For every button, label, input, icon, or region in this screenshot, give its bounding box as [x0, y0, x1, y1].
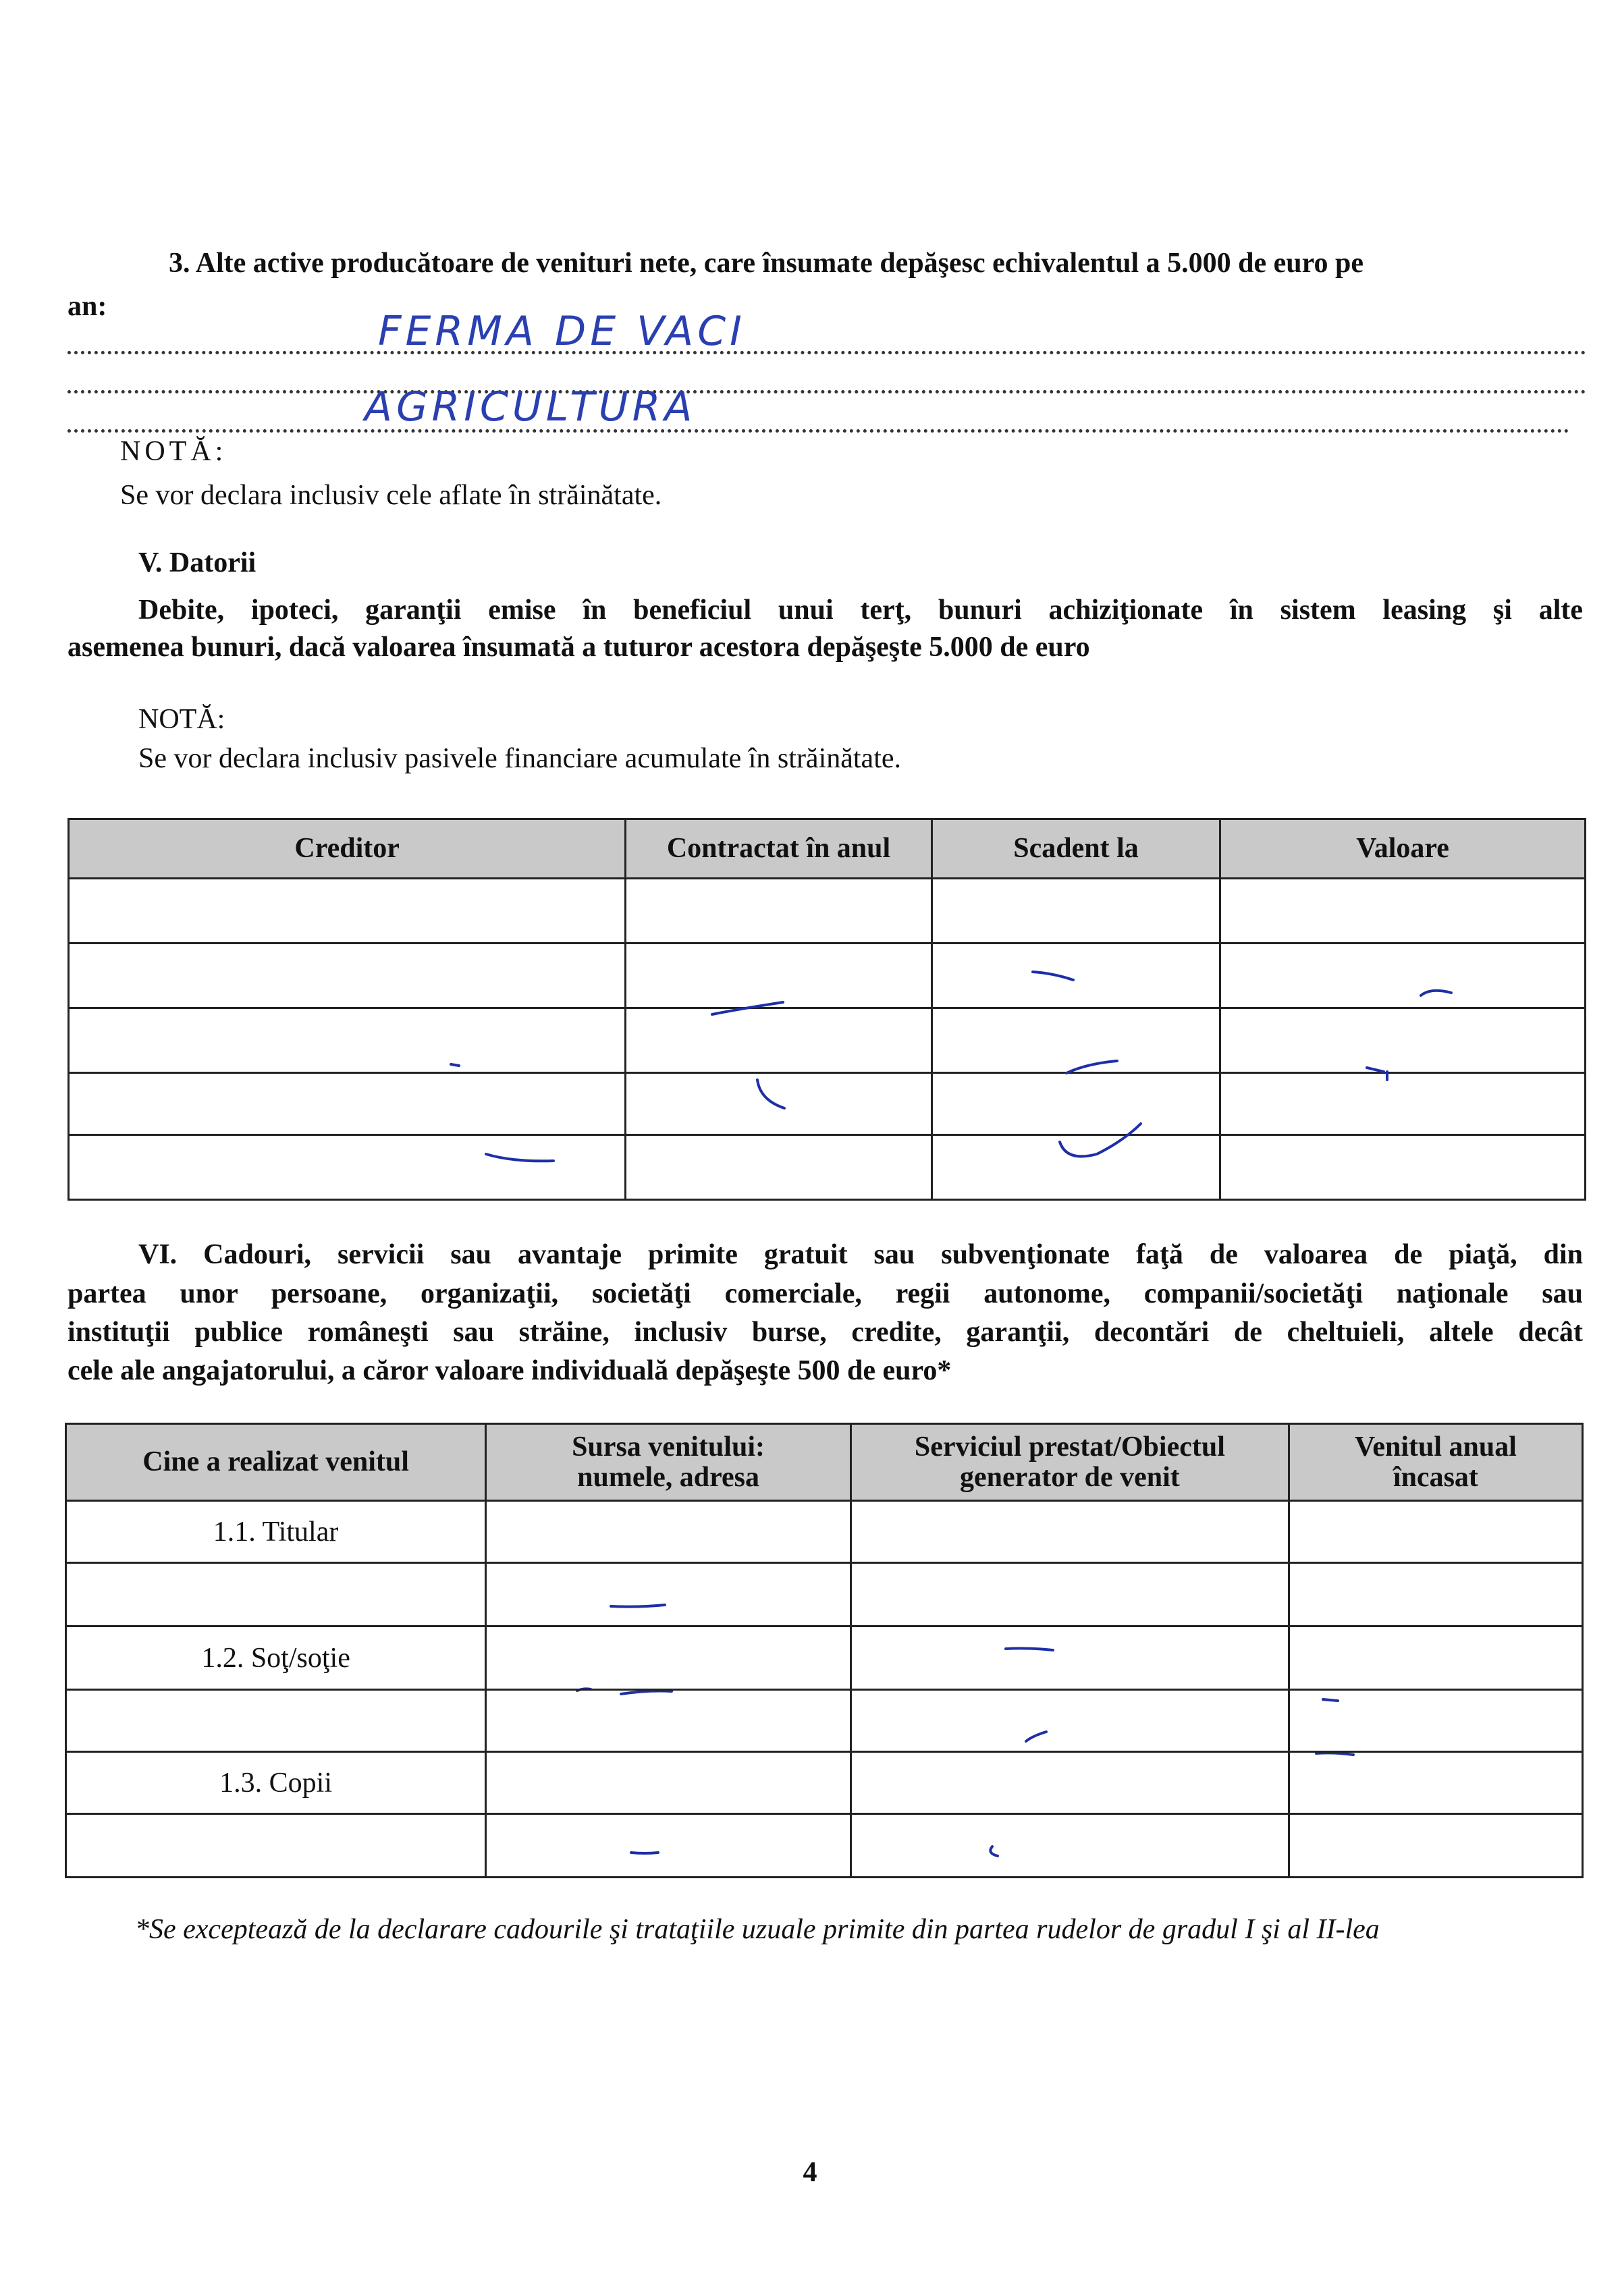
row-label-sot: 1.2. Soţ/soţie [66, 1627, 486, 1690]
table-row [66, 1752, 1583, 1814]
section5-heading: V. Datorii [138, 547, 256, 578]
section6-line2: partea unor persoane, organizaţii, societăţi comerciale, regii autonome, companii/societăţi naţionale sau [68, 1278, 1583, 1309]
section5-nota-text: Se vor declara inclusiv pasivele financiare acumulate în străinătate. [138, 743, 902, 774]
dash-mark [1367, 1068, 1387, 1080]
dash-mark [712, 1002, 783, 1014]
table-row [66, 1563, 1583, 1627]
table-row [66, 1814, 1583, 1878]
section3-title: 3. Alte active producătoare de venituri nete, care însumate depăşesc echivalentul a 5.000 de euro pe [169, 248, 1364, 279]
dash-mark [1060, 1124, 1141, 1156]
section5-desc-line2: asemenea bunuri, dacă valoarea însumată a tuturor acestora depăşeşte 5.000 de euro [68, 632, 1090, 663]
dash-mark [1033, 972, 1073, 980]
handwritten-entry-2: AGRICULTURA [364, 383, 697, 431]
section6-line3: instituţii publice româneşti sau străine, inclusiv burse, credite, garanţii, decontări de cheltuieli, altele decât [68, 1317, 1583, 1348]
footnote: *Se exceptează de la declarare cadourile şi trataţiile uzuale primite din partea rudelor de gradul I şi al II-lea [135, 1914, 1380, 1945]
col-header-cine-text: Cine a realizat venitul [142, 1446, 409, 1478]
page-number: 4 [803, 2157, 817, 2188]
col-header-serviciul-l1: Serviciul prestat/Obiectul [914, 1431, 1225, 1463]
col-header-sursa-l1: Sursa venitului: [572, 1431, 765, 1463]
col-header-contractat: Contractat în anul [626, 819, 932, 879]
table-row [66, 1501, 1583, 1563]
section3-nota-text: Se vor declara inclusiv cele aflate în străinătate. [120, 480, 662, 511]
col-header-serviciul-l2: generator de venit [959, 1461, 1180, 1493]
col-header-valoare: Valoare [1220, 819, 1586, 879]
col-header-sursa-l2: numele, adresa [577, 1461, 759, 1493]
table-row [66, 1627, 1583, 1690]
col-header-creditor: Creditor [69, 819, 626, 879]
col-header-venitul [1289, 1424, 1582, 1501]
row-label-titular: 1.1. Titular [66, 1501, 486, 1563]
gifts-table [65, 1423, 1584, 1878]
col-header-scadent: Scadent la [932, 819, 1220, 879]
dash-mark [1066, 1061, 1117, 1073]
section6-line1: VI. Cadouri, servicii sau avantaje primite gratuit sau subvenţionate faţă de valoarea de piaţă, din [138, 1239, 1583, 1270]
col-header-sursa [486, 1424, 851, 1501]
section6-line4: cele ale angajatorului, a căror valoare individuală depăşeşte 500 de euro* [68, 1355, 952, 1386]
dash-mark [1421, 991, 1451, 995]
dash-mark [757, 1080, 784, 1108]
dash-mark [451, 1064, 459, 1066]
row-label-copii: 1.3. Copii [66, 1752, 486, 1814]
col-header-venitul-l2: încasat [1393, 1461, 1478, 1493]
table-row [66, 1690, 1583, 1752]
col-header-venitul-l1: Venitul anual [1354, 1431, 1517, 1463]
handwritten-entry-1: FERMA DE VACI [378, 308, 746, 355]
section5-nota-label: NOTĂ: [138, 704, 225, 735]
section3-nota-label: NOTĂ: [120, 436, 227, 467]
section5-desc-line1: Debite, ipoteci, garanţii emise în beneficiul unui terţ, bunuri achiziţionate în sistem leasing şi alte [138, 595, 1583, 626]
dash-mark [486, 1154, 554, 1161]
col-header-cine [66, 1424, 486, 1501]
col-header-serviciul [850, 1424, 1289, 1501]
section3-title-cont: an: [68, 291, 107, 322]
